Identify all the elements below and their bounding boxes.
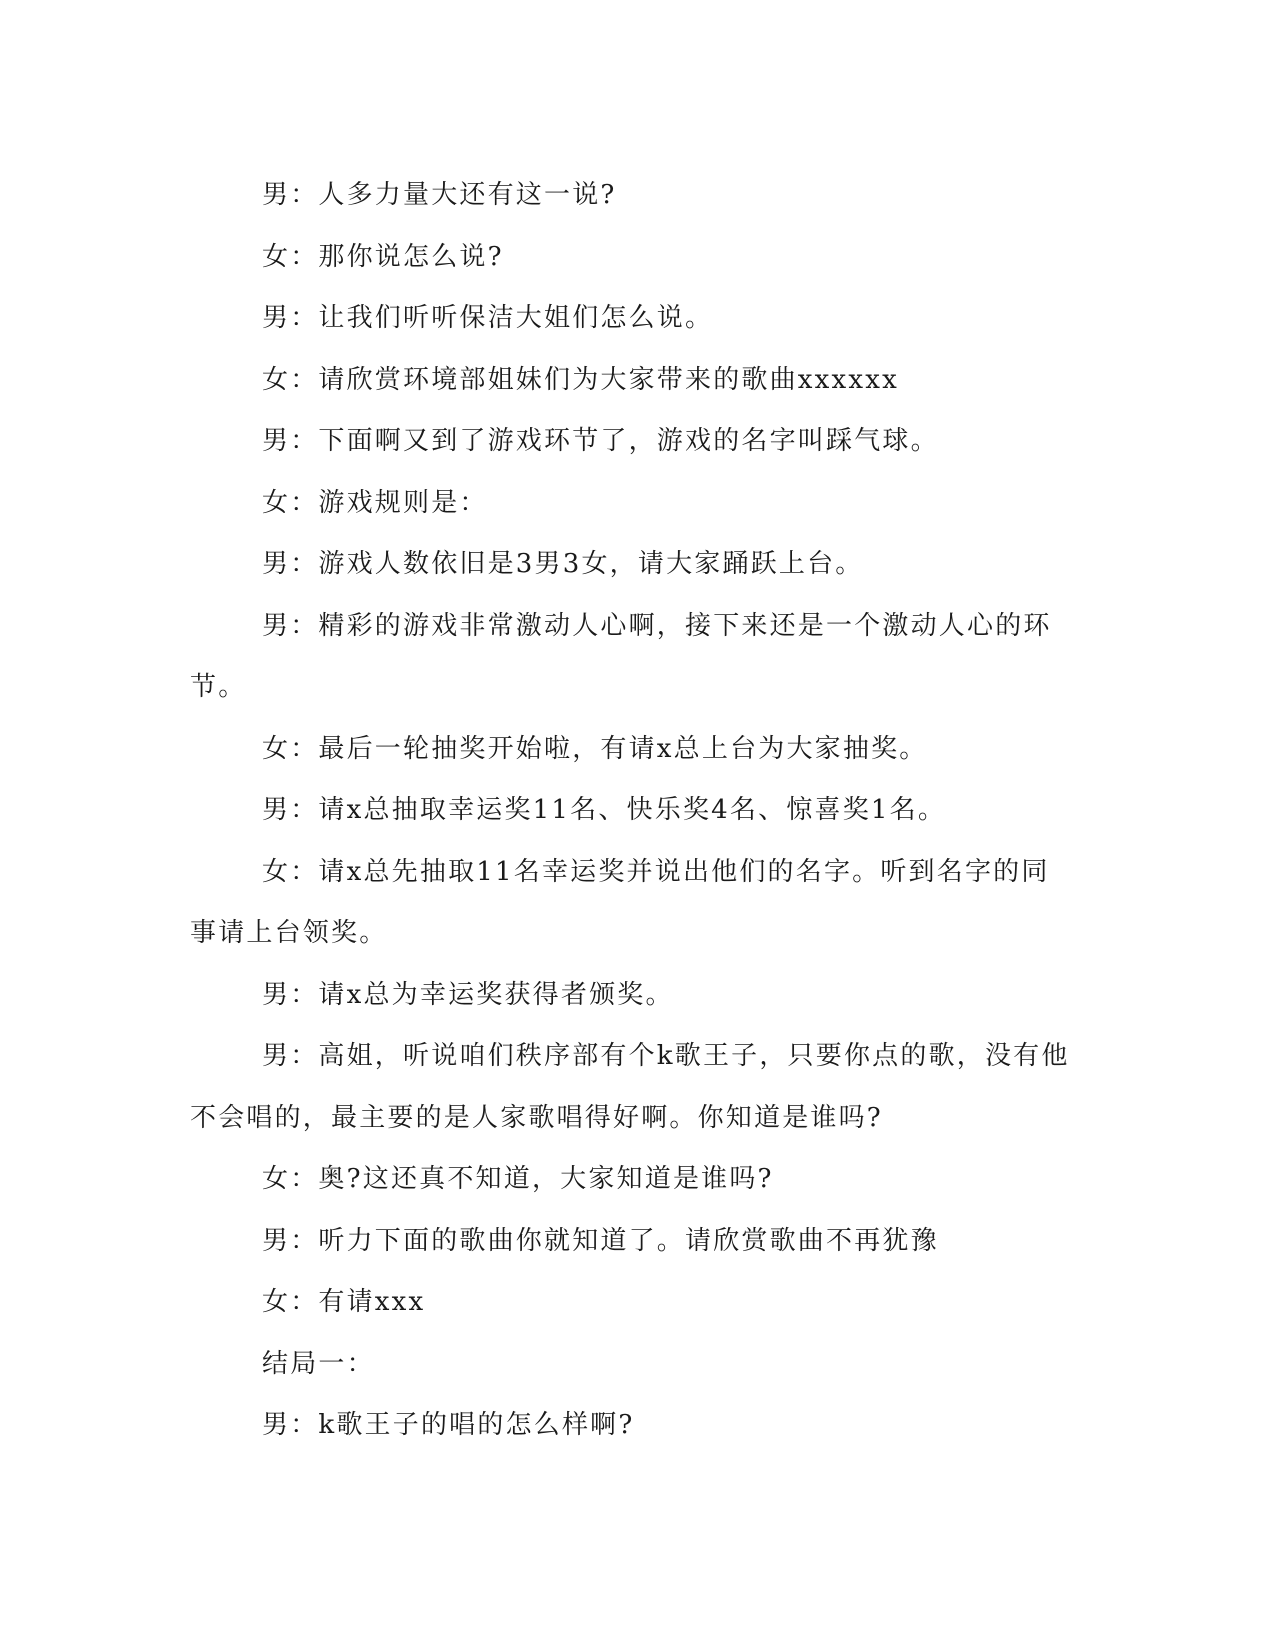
paragraph: 女：那你说怎么说? xyxy=(262,241,504,272)
paragraph: 女：最后一轮抽奖开始啦，有请x总上台为大家抽奖。 xyxy=(262,733,928,764)
paragraph: 男：k歌王子的唱的怎么样啊? xyxy=(262,1410,635,1440)
paragraph: 男：听力下面的歌曲你就知道了。请欣赏歌曲不再犹豫 xyxy=(262,1225,939,1256)
paragraph: 结局一： xyxy=(262,1348,375,1379)
document-body xyxy=(190,165,1070,1457)
paragraph: 女：游戏规则是： xyxy=(262,487,488,518)
paragraph: 女：奥?这还真不知道，大家知道是谁吗? xyxy=(262,1164,774,1194)
paragraph: 男：请x总为幸运奖获得者颁奖。 xyxy=(262,979,674,1010)
paragraph: 男：人多力量大还有这一说? xyxy=(262,180,617,210)
paragraph: 男：让我们听听保洁大姐们怎么说。 xyxy=(262,303,714,333)
paragraph: 男：游戏人数依旧是3男3女，请大家踊跃上台。 xyxy=(262,549,864,579)
paragraph: 女：有请xxx xyxy=(262,1287,426,1317)
paragraph: 女：请x总先抽取11名幸运奖并说出他们的名字。听到名字的同事请上台领奖。 xyxy=(190,856,1050,948)
paragraph: 男：请x总抽取幸运奖11名、快乐奖4名、惊喜奖1名。 xyxy=(262,795,947,825)
paragraph: 男：下面啊又到了游戏环节了，游戏的名字叫踩气球。 xyxy=(262,426,939,456)
paragraph: 男：高姐，听说咱们秩序部有个k歌王子，只要你点的歌，没有他不会唱的，最主要的是人家歌唱得好啊。你知道是谁吗? xyxy=(190,1041,1070,1133)
paragraph: 女：请欣赏环境部姐妹们为大家带来的歌曲xxxxxx xyxy=(262,364,899,395)
paragraph: 男：精彩的游戏非常激动人心啊，接下来还是一个激动人心的环节。 xyxy=(190,610,1052,702)
